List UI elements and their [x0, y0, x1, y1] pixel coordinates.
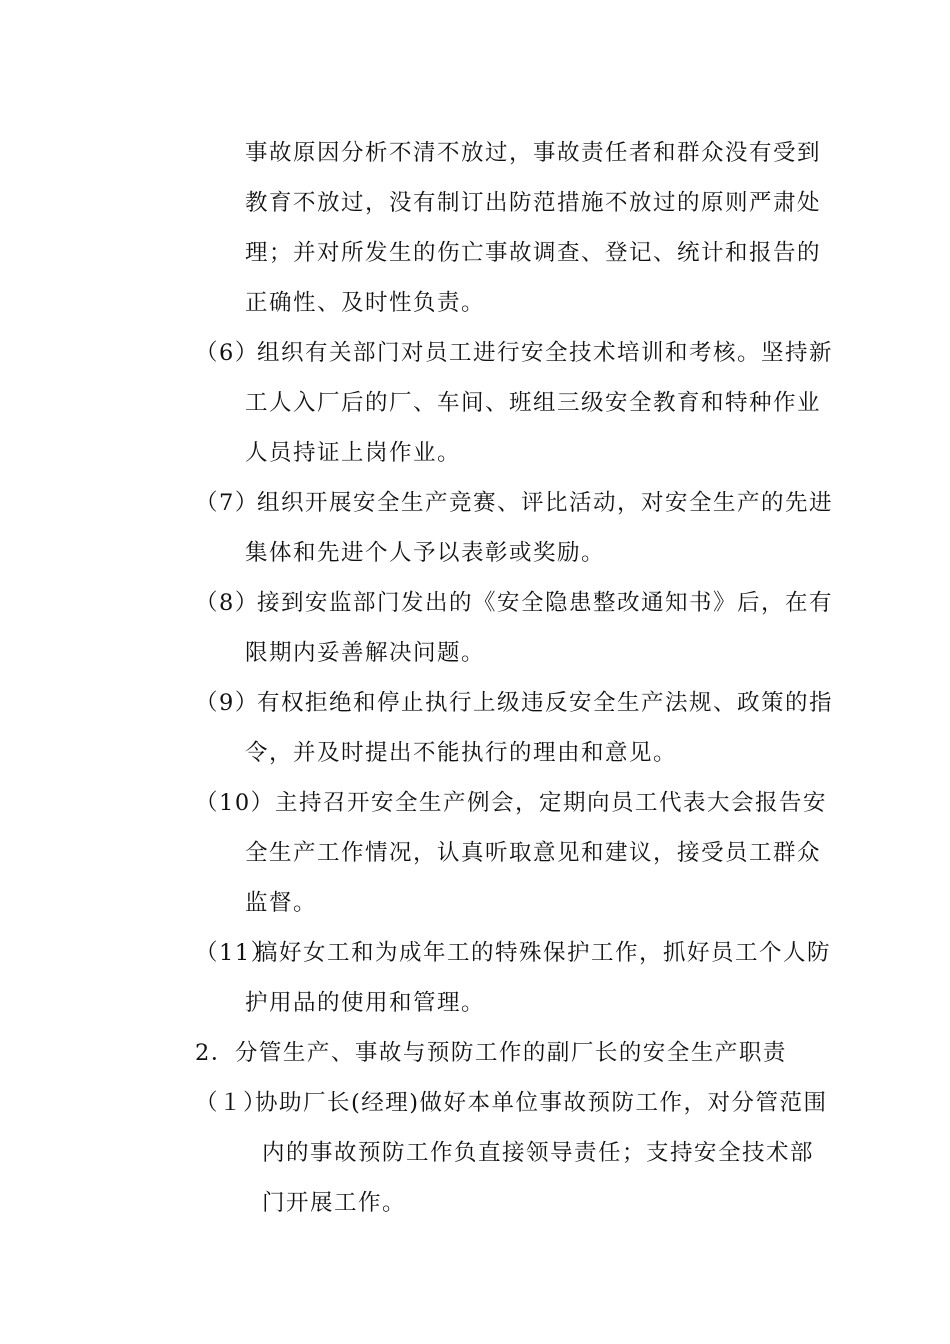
intro-paragraph [245, 128, 821, 328]
item-number: （10） [195, 790, 275, 816]
item-number: （6） [195, 340, 259, 366]
list-item-11 [195, 928, 831, 1028]
item-continuation-line: 令，并及时提出不能执行的理由和意见。 [245, 740, 678, 766]
intro-line: 理；并对所发生的伤亡事故调查、登记、统计和报告的 [245, 240, 822, 266]
item-first-line: 组织开展安全生产竞赛、评比活动，对安全生产的先进 [257, 490, 834, 516]
item-number: （１） [195, 1090, 268, 1116]
section-2-title: 2．分管生产、事故与预防工作的副厂长的安全生产职责 [195, 1040, 787, 1066]
list-item-10 [195, 778, 827, 928]
item-number: （8） [195, 590, 259, 616]
intro-line: 事故原因分析不清不放过，事故责任者和群众没有受到 [245, 140, 822, 166]
item-continuation-line: 限期内妥善解决问题。 [245, 640, 486, 666]
item-continuation-line: 工人入厂后的厂、车间、班组三级安全教育和特种作业 [245, 390, 822, 416]
item-number: （7） [195, 490, 259, 516]
item-first-line: 组织有关部门对员工进行安全技术培训和考核。坚持新 [257, 340, 834, 366]
item-first-line: 接到安监部门发出的《安全隐患整改通知书》后，在有 [257, 590, 834, 616]
list-item-8 [195, 578, 833, 678]
item-first-line: 主持召开安全生产例会，定期向员工代表大会报告安 [275, 790, 828, 816]
section-heading [195, 1028, 787, 1078]
item-first-line: 协助厂长(经理)做好本单位事故预防工作，对分管范围 [255, 1090, 828, 1116]
item-first-line: 搞好女工和为成年工的特殊保护工作，抓好员工个人防 [255, 940, 832, 966]
item-continuation-line: 内的事故预防工作负直接领导责任；支持安全技术部 [262, 1140, 815, 1166]
item-continuation-line: 人员持证上岗作业。 [245, 440, 462, 466]
item-continuation-line: 门开展工作。 [262, 1190, 407, 1216]
intro-line: 教育不放过，没有制订出防范措施不放过的原则严肃处 [245, 190, 822, 216]
list-item-7 [195, 478, 833, 578]
item-number: （9） [195, 690, 259, 716]
item-first-line: 有权拒绝和停止执行上级违反安全生产法规、政策的指 [257, 690, 834, 716]
item-continuation-line: 护用品的使用和管理。 [245, 990, 486, 1016]
item-continuation-line: 监督。 [245, 890, 318, 916]
intro-line: 正确性、及时性负责。 [245, 290, 486, 316]
list-item-6 [195, 328, 833, 478]
sub-list-item-1 [195, 1078, 828, 1228]
item-continuation-line: 集体和先进个人予以表彰或奖励。 [245, 540, 606, 566]
item-number: （11） [195, 940, 275, 966]
list-item-9 [195, 678, 833, 778]
item-continuation-line: 全生产工作情况，认真听取意见和建议，接受员工群众 [245, 840, 822, 866]
